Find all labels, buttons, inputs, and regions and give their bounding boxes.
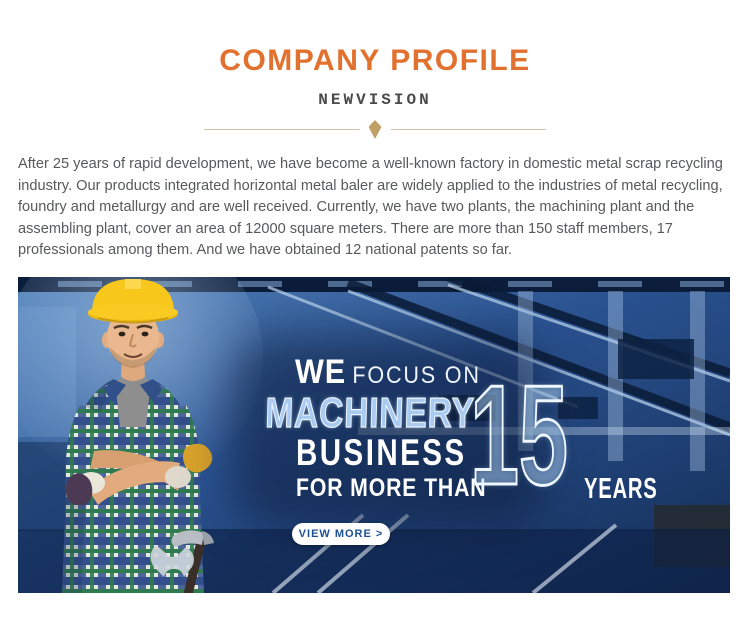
diamond-ornament-icon: [369, 120, 382, 139]
divider-line-right: [391, 129, 547, 130]
company-description: After 25 years of rapid development, we have become a well-known factory in domestic metal scrap recycling industry. Our products integrated horizontal metal baler are widely applied to the industries of metal recycling, foundry and metallurgy and are well received. Currently, we have two plants, the machining plant and the assembling plant, cover an area of 12000 square meters. There are more than 150 staff members, 17 professionals among them. And we have obtained 12 national patents so far.: [18, 156, 723, 258]
headline-business: BUSINESS: [296, 431, 467, 473]
headline-machinery: MACHINERY: [264, 388, 476, 436]
company-banner: [18, 277, 730, 593]
page-title: COMPANY PROFILE: [219, 44, 531, 77]
years-number: 15: [470, 355, 568, 515]
headline-for-more-than: FOR MORE THAN: [296, 473, 487, 502]
brand-subtitle: NEWVISION: [318, 91, 432, 109]
headline-focus-on: FOCUS ON: [352, 361, 481, 389]
section-header: [0, 0, 750, 139]
view-more-button[interactable]: VIEW MORE >: [292, 523, 390, 545]
section-divider: [204, 120, 546, 139]
banner-headline-line1: [295, 353, 481, 392]
divider-line-left: [204, 129, 360, 130]
years-label: YEARS: [584, 472, 658, 505]
headline-we: WE: [295, 352, 347, 391]
